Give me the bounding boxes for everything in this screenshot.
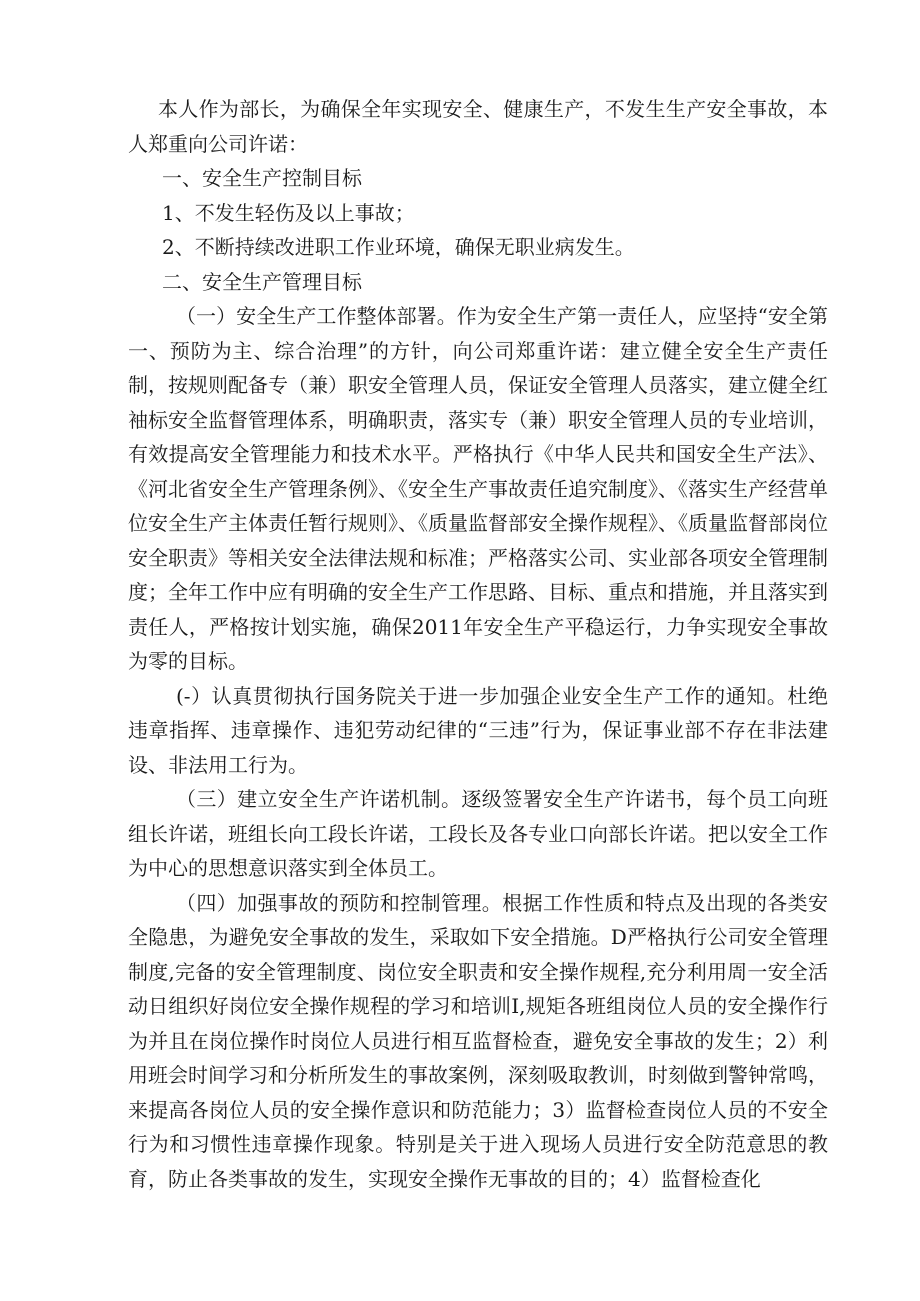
- section-heading-management-targets: 二、安全生产管理目标: [162, 269, 362, 294]
- document-body: [128, 92, 828, 1196]
- management-paragraph: （四）加强事故的预防和控制管理。根据工作性质和特点及出现的各类安全隐患，为避免安全事故的发生，采取如下安全措施。D严格执行公司安全管理制度,完备的安全管理制度、岗位安全职责和安全操作规程,充分利用周一安全活动日组织好岗位安全操作规程的学习和培训I,规矩各班组岗位人员的安全操作行为并且在岗位操作时岗位人员进行相互监督检查，避免安全事故的发生；2）利用班会时间学习和分析所发生的事故案例，深刻吸取教训，时刻做到警钟常鸣，来提高各岗位人员的安全操作意识和防范能力；3）监督检查岗位人员的不安全行为和习惯性违章操作现象。特别是关于进入现场人员进行安全防范意思的教育，防止各类事故的发生，实现安全操作无事故的目的；4）监督检查化: [128, 890, 828, 1191]
- intro-paragraph: 本人作为部长，为确保全年实现安全、健康生产，不发生生产安全事故，本人郑重向公司许诺：: [128, 97, 828, 156]
- control-target-item: 2、不断持续改进职工作业环境，确保无职业病发生。: [162, 235, 635, 259]
- management-paragraph: (-）认真贯彻执行国务院关于进一步加强企业安全生产工作的通知。杜绝违章指挥、违章操作、违犯劳动纪律的“三违”行为，保证事业部不存在非法建设、非法用工行为。: [128, 683, 828, 777]
- management-paragraph: （三）建立安全生产许诺机制。逐级签署安全生产许诺书，每个员工向班组长许诺，班组长向工段长许诺，工段长及各专业口向部长许诺。把以安全工作为中心的思想意识落实到全体员工。: [128, 787, 828, 880]
- management-paragraph: （一）安全生产工作整体部署。作为安全生产第一责任人，应坚持“安全第一、预防为主、综合治理”的方针，向公司郑重许诺：建立健全安全生产责任制，按规则配备专（兼）职安全管理人员，保证安全管理人员落实，建立健全红袖标安全监督管理体系，明确职责，落实专（兼）职安全管理人员的专业培训，有效提高安全管理能力和技术水平。严格执行《中华人民共和国安全生产法》、《河北省安全生产管理条例》、《安全生产事故责任追究制度》、《落实生产经营单位安全生产主体责任暂行规则》、《质量监督部安全操作规程》、《质量监督部岗位安全职责》等相关安全法律法规和标准；严格落实公司、实业部各项安全管理制度；全年工作中应有明确的安全生产工作思路、目标、重点和措施，并且落实到责任人，严格按计划实施，确保2011年安全生产平稳运行，力争实现安全事故为零的目标。: [128, 304, 828, 673]
- control-target-item: 1、不发生轻伤及以上事故；: [162, 200, 415, 225]
- section-heading-control-targets: 一、安全生产控制目标: [162, 166, 362, 190]
